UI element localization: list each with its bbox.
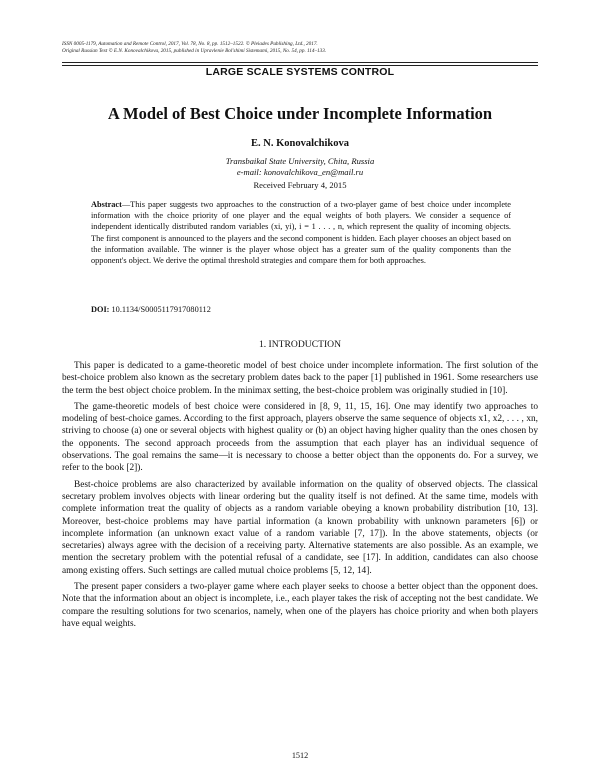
rule-top: [62, 62, 538, 63]
affiliation-block: [62, 156, 538, 178]
doi: [91, 305, 211, 314]
paragraph: Best-choice problems are also characterized by available information on the quality of observed objects. The classical secretary problem involves objects with linear ordering but the quality itself is not defined. At the same time, models with complete information treat the quality of objects as a random variable obeying a known probability distribution [10, 13]. Moreover, best-choice problems may have partial information (a known probability with unknown parameters [6]) or incomplete information (an unknown exact value of a random variable [7, 17]). In the above statements, objects (or secretaries) always agree with the decision of a receiving party. Alternative statements are also possible. As an example, we mention the secretary problem with the potential refusal of a candidate, see [17]. In addition, candidates can also choose among existing offers. Such settings are called mutual choice problems [5, 12, 14].: [62, 479, 538, 576]
paper-title: A Model of Best Choice under Incomplete Information: [107, 104, 493, 123]
author-name: E. N. Konovalchikova: [250, 138, 350, 149]
doi-value: 10.1134/S0005117917080112: [111, 305, 211, 314]
header-line-1: ISSN 0005-1179, Automation and Remote Control, 2017, Vol. 78, No. 8, pp. 1512–1522. © Pleiades Publishing, Ltd., 2017.: [62, 41, 318, 47]
section-heading: LARGE SCALE SYSTEMS CONTROL: [205, 66, 395, 78]
journal-header: [62, 41, 538, 55]
abstract-label: Abstract: [91, 200, 122, 209]
introduction-heading: 1. INTRODUCTION: [258, 339, 342, 350]
doi-label: DOI:: [91, 305, 110, 314]
affiliation: Transbaikal State University, Chita, Russia: [225, 156, 375, 166]
email: e-mail: konovalchikova_en@mail.ru: [236, 167, 364, 177]
paragraph: This paper is dedicated to a game-theoretic model of best choice under incomplete information. The first solution of the best-choice problem also known as the secretary problem dates back to the paper [1] published in 1961. Some researchers use the term the best object choice problem. In the minimax setting, the best-choice problem was originally studied in [10].: [62, 361, 538, 396]
abstract-text: —This paper suggests two approaches to the construction of a two-player game of best choice under incomplete information with the choice priority of one player and the equal weights of both players. We consider a sequence of independent identically distributed random variables (xi, yi), i = 1 . . . , n, which represent the quality of incoming objects. The first component is announced to the players and the second component is hidden. Each player chooses an object based on the information available. The winner is the player whose object has a greater sum of the quality components than the opponent's object. We derive the optimal threshold strategies and compare them for both approaches.: [91, 200, 511, 266]
page-number: 1512: [291, 751, 309, 760]
received-date: Received February 4, 2015: [253, 180, 347, 190]
paragraph: The game-theoretic models of best choice were considered in [8, 9, 11, 15, 16]. One may identify two approaches to modeling of best-choice games. According to the first approach, players observe the same sequence of objects x1, x2, . . . , xn, striving to choose (a) one or several objects with highest quality or (b) an object having higher quality than the ones chosen by the opponents. The second approach proceeds from the assumption that each player has an individual sequence of observations. The goal remains the same—it is necessary to choose a better object than the opponents do. For a survey, we refer to the book [2]).: [62, 401, 538, 474]
paragraph: The present paper considers a two-player game where each player seeks to choose a better object than the opponent does. Note that the information about an object is incomplete, i.e., each player takes the risk of accepting not the best candidate. We compare the resulting solutions for two scenarios, namely, when one of the players has choice priority and when both players have equal weights.: [62, 582, 538, 629]
body-text: [62, 360, 538, 634]
header-line-2: Original Russian Text © E.N. Konovalchikova, 2015, published in Upravlenie Bol'shimi Sistemami, 2015, No. 54, pp. 114–133.: [62, 48, 327, 54]
abstract: [91, 199, 511, 266]
